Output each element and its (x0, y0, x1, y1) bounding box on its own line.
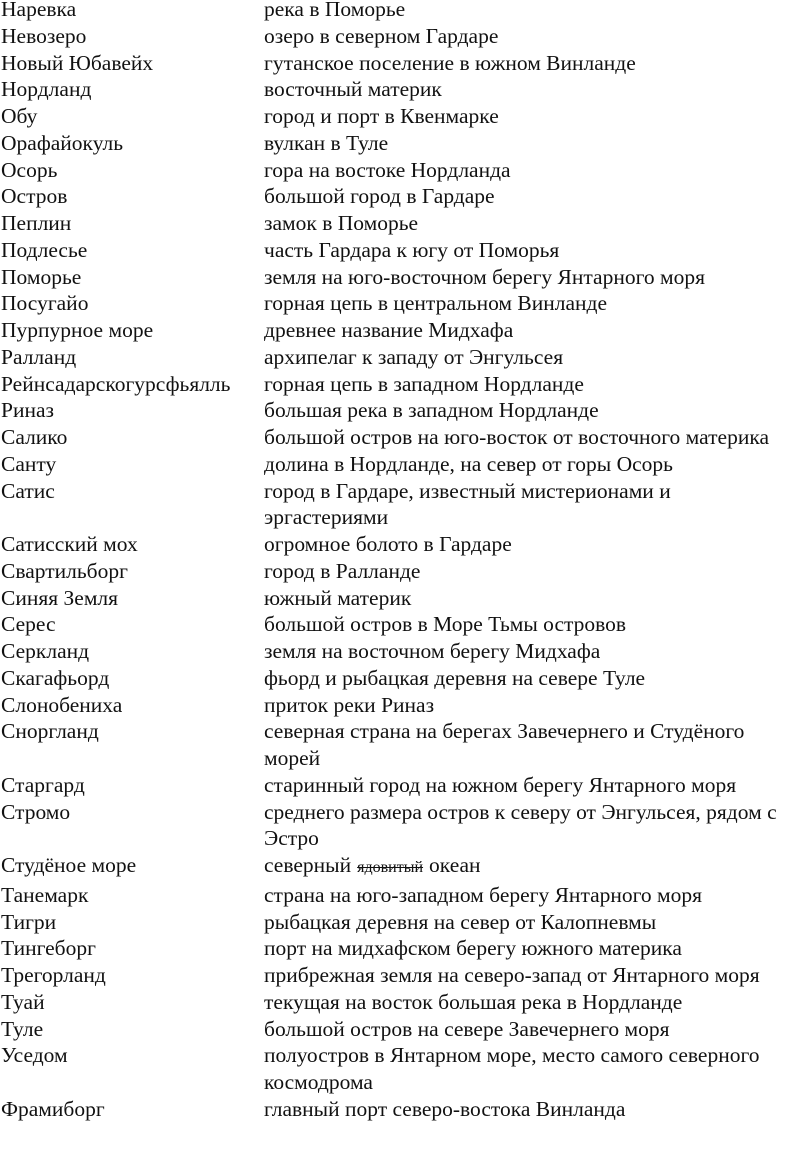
glossary-entry (0, 103, 790, 130)
entry-definition: гутанское поселение в южном Винланде (264, 50, 636, 75)
glossary-entry (0, 962, 790, 989)
entry-term: Остров (1, 184, 68, 209)
entry-term: Сноргланд (1, 719, 99, 744)
entry-definition: долина в Нордланде, на север от горы Осорь (264, 451, 673, 476)
glossary-entry (0, 371, 790, 398)
entry-term: Пурпурное море (1, 318, 154, 342)
entry-term: Свартильборг (1, 558, 128, 583)
entry-term: Серес (1, 612, 56, 637)
glossary-entry (0, 558, 790, 585)
entry-definition: город и порт в Квенмарке (264, 104, 499, 128)
entry-term: Фрамиборг (1, 1096, 105, 1121)
entry-definition: южный материк (264, 585, 412, 610)
entry-definition: большой остров на юго-восток от восточного материка (264, 425, 769, 449)
entry-term: Серкланд (1, 639, 90, 663)
entry-definition: огромное болото в Гардаре (264, 532, 512, 556)
entry-definition: порт на мидхафском берегу южного материка (264, 936, 682, 961)
glossary-entry (0, 424, 790, 451)
entry-term: Уседом (1, 1043, 68, 1068)
entry-term: Стромо (1, 799, 71, 824)
entry-term: Ралланд (1, 344, 77, 369)
entry-definition: часть Гардара к югу от Поморья (264, 237, 560, 262)
entry-term: Санту (1, 451, 57, 476)
glossary-entry (0, 638, 790, 665)
entry-term: Танемарк (1, 882, 89, 907)
entry-definition: страна на юго-западном берегу Янтарного моря (264, 882, 703, 907)
entry-definition: вулкан в Туле (264, 130, 389, 155)
glossary-entry (0, 882, 790, 909)
glossary-entry (0, 237, 790, 264)
glossary-entry (0, 1096, 790, 1123)
entry-definition: горная цепь в западном Нордланде (264, 371, 584, 396)
entry-term: Сатисский мох (1, 532, 138, 556)
entry-definition: город в Ралланде (264, 558, 421, 583)
entry-definition: северная страна на берегах Завечернего и Студёного морей (264, 719, 745, 770)
entry-term: Орафайокуль (1, 130, 124, 155)
glossary-entry (0, 852, 790, 882)
entry-term: Старгард (1, 772, 85, 797)
glossary-entry (0, 157, 790, 184)
glossary-entry (0, 478, 790, 532)
entry-term: Тигри (1, 909, 57, 934)
glossary-entry (0, 772, 790, 799)
glossary-entry (0, 0, 790, 23)
glossary-entry (0, 451, 790, 478)
glossary-entry (0, 692, 790, 719)
entry-definition: гора на востоке Нордланда (264, 157, 511, 182)
glossary-entry (0, 317, 790, 344)
entry-term: Осорь (1, 157, 58, 182)
struck-word: ядовитый (357, 859, 424, 876)
entry-definition: восточный материк (264, 77, 442, 102)
entry-definition: старинный город на южном берегу Янтарного моря (264, 772, 737, 797)
entry-term: Новый Юбавейх (1, 50, 154, 75)
entry-term: Подлесье (1, 237, 88, 262)
glossary-entry (0, 210, 790, 237)
entry-term: Рейнсадарскогурсфьялль (1, 371, 231, 396)
entry-definition: архипелаг к западу от Энгульсея (264, 344, 564, 369)
entry-definition: озеро в северном Гардаре (264, 23, 499, 48)
entry-definition: большая река в западном Нордланде (264, 398, 599, 423)
glossary-entry (0, 130, 790, 157)
glossary-entry (0, 909, 790, 936)
entry-definition: горная цепь в центральном Винланде (264, 291, 608, 316)
glossary-entry (0, 344, 790, 371)
entry-term: Туле (1, 1016, 44, 1041)
entry-definition: замок в Поморье (264, 211, 419, 235)
entry-term: Невозеро (1, 23, 87, 48)
entry-term: Поморье (1, 264, 82, 289)
glossary-entry (0, 531, 790, 558)
glossary-entry (0, 665, 790, 692)
entry-definition: река в Поморье (264, 0, 406, 21)
definition-after: океан (429, 853, 481, 877)
entry-term: Слонобениха (1, 692, 123, 717)
glossary-entry (0, 183, 790, 210)
entry-term: Нордланд (1, 77, 92, 102)
entry-definition: древнее название Мидхафа (264, 318, 514, 342)
glossary-entry (0, 585, 790, 612)
entry-definition: рыбацкая деревня на север от Калопневмы (264, 909, 657, 934)
entry-definition: среднего размера остров к северу от Энгульсея, рядом с Эстро (264, 799, 777, 851)
glossary-entry (0, 50, 790, 77)
entry-term: Туай (1, 989, 45, 1014)
glossary-entry (0, 611, 790, 638)
entry-definition: фьорд и рыбацкая деревня на севере Туле (264, 665, 646, 690)
glossary-entry (0, 290, 790, 317)
entry-term: Студёное море (1, 853, 137, 877)
entry-term: Наревка (1, 0, 77, 21)
entry-definition: приток реки Риназ (264, 692, 435, 717)
glossary-entry (0, 799, 790, 853)
entry-definition: большой остров на севере Завечернего моря (264, 1016, 670, 1041)
glossary-entry (0, 935, 790, 962)
entry-term: Скагафьорд (1, 665, 110, 690)
entry-definition (264, 852, 790, 882)
entry-term: Обу (1, 104, 38, 128)
entry-term: Тингеборг (1, 936, 96, 961)
entry-definition: земля на восточном берегу Мидхафа (264, 639, 601, 663)
glossary-entry (0, 1016, 790, 1043)
glossary-entry (0, 397, 790, 424)
entry-definition: город в Гардаре, известный мистерионами и эргастериями (264, 478, 671, 530)
entry-definition: прибрежная земля на северо-запад от Янтарного моря (264, 963, 760, 987)
entry-term: Сатис (1, 478, 55, 503)
definition-before: северный (264, 853, 352, 877)
entry-term: Трегорланд (1, 963, 106, 987)
glossary-entry (0, 718, 790, 772)
glossary-entry (0, 264, 790, 291)
entry-term: Риназ (1, 398, 55, 423)
glossary-entry (0, 989, 790, 1016)
glossary-entry (0, 1042, 790, 1096)
entry-definition: текущая на восток большая река в Нордланде (264, 989, 683, 1014)
entry-definition: главный порт северо-востока Винланда (264, 1096, 626, 1121)
entry-term: Салико (1, 425, 68, 449)
entry-term: Синяя Земля (1, 585, 119, 610)
entry-definition: земля на юго-восточном берегу Янтарного моря (264, 264, 705, 289)
entry-definition: большой город в Гардаре (264, 184, 495, 209)
glossary-entry (0, 23, 790, 50)
glossary-entry (0, 76, 790, 103)
entry-term: Посугайо (1, 291, 89, 316)
entry-definition: полуостров в Янтарном море, место самого северного космодрома (264, 1043, 760, 1094)
entry-definition: большой остров в Море Тьмы островов (264, 612, 627, 637)
entry-term: Пеплин (1, 211, 72, 235)
